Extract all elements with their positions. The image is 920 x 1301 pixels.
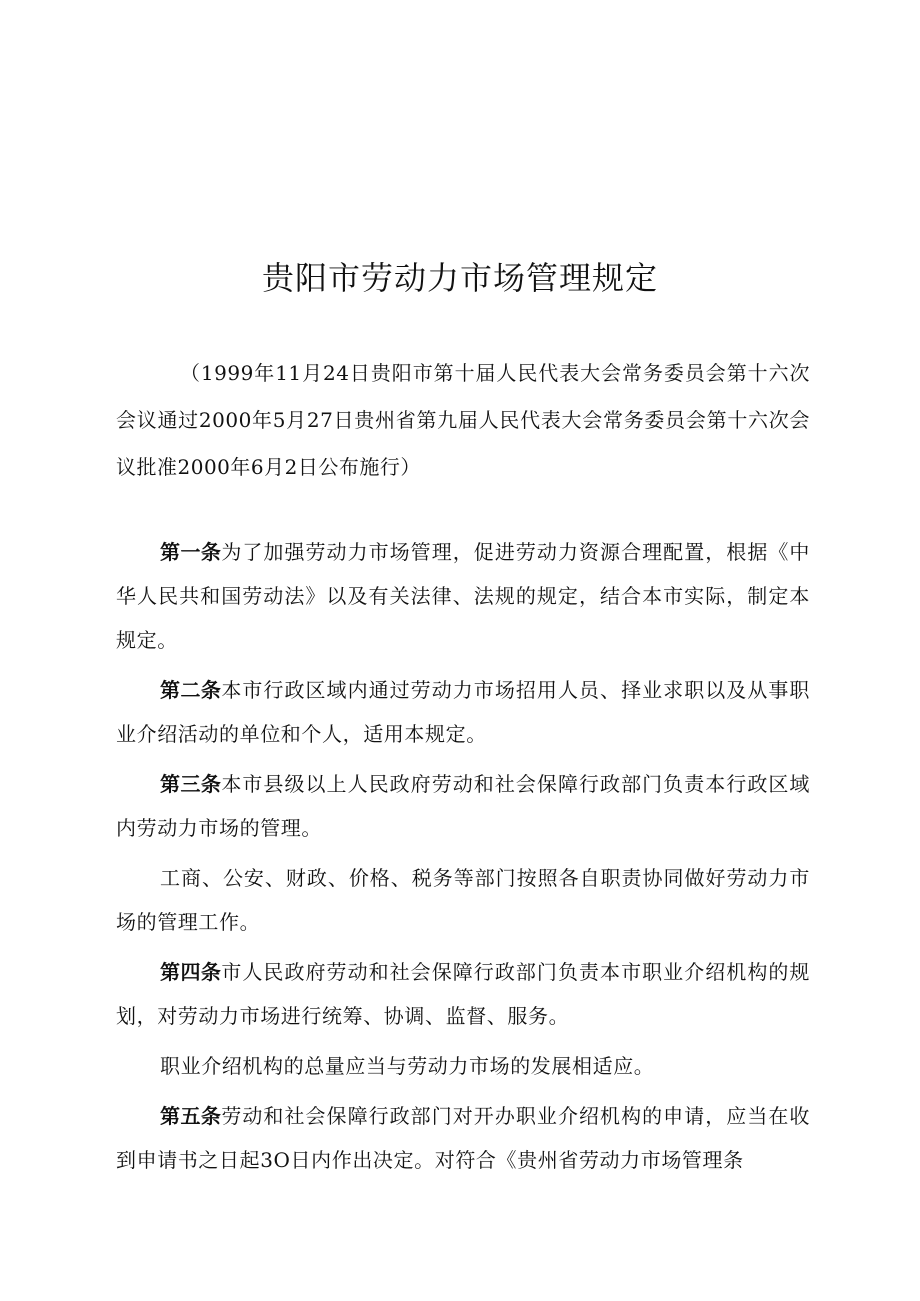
- article-paragraph: [116, 950, 810, 1038]
- article-paragraph: [116, 530, 810, 662]
- document-body: [116, 530, 810, 1188]
- document-title: 贵阳市劳动力市场管理规定: [261, 259, 658, 297]
- article-label: 第四条: [160, 960, 222, 984]
- article-paragraph: [116, 668, 810, 756]
- article-text: 为了加强劳动力市场管理，促进劳动力资源合理配置，根据《中华人民共和国劳动法》以及有关法律、法规的规定，结合本市实际，制定本规定。: [116, 540, 810, 652]
- article-paragraph: [116, 856, 810, 944]
- article-label: 第三条: [160, 772, 222, 796]
- article-text: 本市县级以上人民政府劳动和社会保障行政部门负责本行政区域内劳动力市场的管理。: [116, 772, 810, 840]
- article-paragraph: [116, 1044, 810, 1088]
- article-text: 市人民政府劳动和社会保障行政部门负责本市职业介绍机构的规划，对劳动力市场进行统筹、协调、监督、服务。: [116, 960, 810, 1028]
- adoption-note: （1999年11月24日贵阳市第十届人民代表大会常务委员会第十六次会议通过2000年5月27日贵州省第九届人民代表大会常务委员会第十六次会议批准2000年6月2日公布施行）: [116, 361, 810, 479]
- article-text: 工商、公安、财政、价格、税务等部门按照各自职责协同做好劳动力市场的管理工作。: [116, 866, 810, 934]
- article-text: 本市行政区域内通过劳动力市场招用人员、择业求职以及从事职业介绍活动的单位和个人，适用本规定。: [116, 678, 810, 746]
- article-paragraph: [116, 762, 810, 850]
- article-paragraph: [116, 1094, 810, 1182]
- article-label: 第一条: [160, 540, 222, 564]
- article-text: 劳动和社会保障行政部门对开办职业介绍机构的申请，应当在收到申请书之日起3O日内作出决定。对符合《贵州省劳动力市场管理条: [116, 1104, 810, 1172]
- article-label: 第五条: [160, 1104, 222, 1128]
- article-label: 第二条: [160, 678, 222, 702]
- article-text: 职业介绍机构的总量应当与劳动力市场的发展相适应。: [160, 1054, 655, 1078]
